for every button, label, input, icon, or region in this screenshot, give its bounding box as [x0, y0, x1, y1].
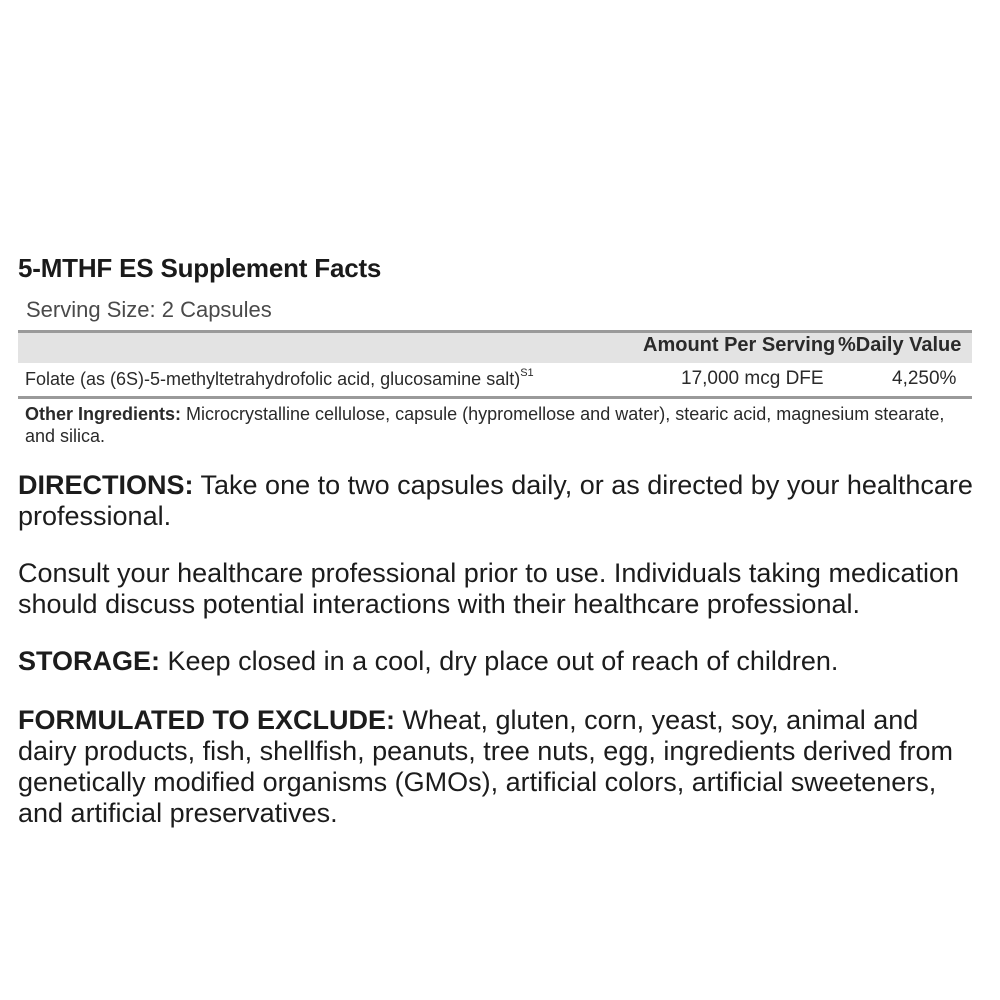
storage-section	[18, 646, 980, 677]
nutrient-name-folate	[25, 369, 534, 390]
nutrient-name-text: Folate (as (6S)-5-methyltetrahydrofolic acid, glucosamine salt)	[25, 369, 521, 389]
header-daily-value: %Daily Value	[838, 334, 962, 356]
formulated-label: FORMULATED TO EXCLUDE:	[18, 705, 395, 735]
directions-label: DIRECTIONS:	[18, 470, 194, 500]
nutrient-daily-value-folate: 4,250%	[892, 368, 957, 389]
formulated-to-exclude-section	[18, 705, 980, 829]
nutrient-footnote-marker: S1	[520, 367, 534, 379]
nutrient-amount-folate: 17,000 mcg DFE	[681, 368, 824, 389]
storage-label: STORAGE:	[18, 646, 161, 676]
consult-text: Consult your healthcare professional prior to use. Individuals taking medication should discuss potential interactions with their healthcare professional.	[18, 558, 960, 619]
header-amount-per-serving: Amount Per Serving	[643, 334, 836, 356]
consult-section	[18, 558, 980, 620]
formulated-text: Wheat, gluten, corn, yeast, soy, animal and dairy products, fish, shellfish, peanuts, tree nuts, egg, ingredients derived from genetically modified organisms (GMOs), artificial colors, artificial sweeteners, and artificial preservatives.	[18, 705, 953, 828]
facts-bottom-rule	[18, 396, 972, 399]
directions-text: Take one to two capsules daily, or as directed by your healthcare professional.	[18, 470, 973, 531]
supplement-facts-title: 5-MTHF ES Supplement Facts	[18, 253, 382, 283]
other-ingredients	[25, 403, 975, 447]
storage-text: Keep closed in a cool, dry place out of reach of children.	[160, 646, 839, 676]
other-ingredients-label: Other Ingredients:	[25, 404, 182, 424]
serving-size: Serving Size: 2 Capsules	[26, 297, 272, 322]
directions-section	[18, 470, 980, 532]
other-ingredients-text: Microcrystalline cellulose, capsule (hypromellose and water), stearic acid, magnesium stearate, and silica.	[25, 404, 945, 446]
